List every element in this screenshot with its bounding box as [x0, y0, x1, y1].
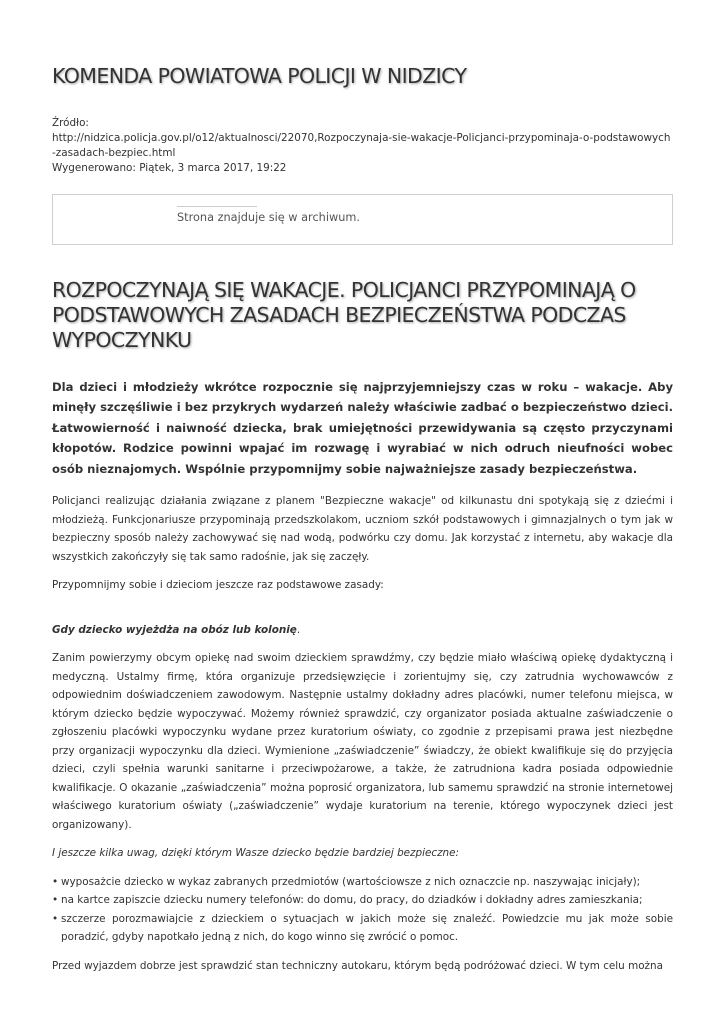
paragraph-3: Zanim powierzymy obcym opiekę nad swoim dzieckiem sprawdźmy, czy będzie miało właściwą opiekę dydaktyczną i medyczną. Ustalmy firmę, która organizuje przedsięwzięcie i zorientujmy się, czy zatrudnia wychowawców z odpowiednim doświadczeniem zawodowym. Następnie ustalmy dokładny adres placówki, numer telefonu miejsca, w którym dziecko będzie wypoczywać. Możemy również sprawdzić, czy organizator posiada aktualne zaświadczenie o zgłoszeniu placówki wypoczynku wydane przez kuratorium oświaty, co zgodnie z przepisami prawa jest niezbędne przy organizacji wypoczynku dla dzieci. Wymienione „zaświadczenie” świadczy, że obiekt kwalifikuje się do przyjęcia dzieci, czyli spełnia warunki sanitarne i przeciwpożarowe, a także, że zatrudniona kadra posiada odpowiednie kwalifikacje. O okazanie „zaświadczenia” można poprosić organizatora, lub samemu sprawdzić na stronie internetowej właściwego kuratorium oświaty („zaświadczenie” wydaje kuratorium na terenie, którego wypoczynek dzieci jest organizowany). [52, 652, 673, 831]
italic-intro-text: I jeszcze kilka uwag, dzięki którym Wasze dziecko będzie bardziej bezpieczne: [52, 847, 460, 859]
site-title: KOMENDA POWIATOWA POLICJI W NIDZICY [52, 64, 467, 88]
source-url: http://nidzica.policja.gov.pl/o12/aktualnosci/22070,Rozpoczynaja-sie-wakacje-Policjanci-przypominaja-o-podstawowych-zasadach-bezpiec.html [52, 132, 671, 159]
section-heading-line [52, 621, 673, 640]
italic-intro [52, 844, 673, 863]
list-item: • szczerze porozmawiajcie z dzieckiem o sytuacjach w jakich może się znaleźć. Powiedzcie mu jak może sobie poradzić, gdyby napotkało jedną z nich, do kogo winno się zwrócić o pomoc. [52, 910, 673, 947]
safety-tips-list [52, 873, 673, 947]
source-metadata [52, 116, 673, 176]
paragraph-4: Przed wyjazdem dobrze jest sprawdzić stan techniczny autokaru, którym będą podróżować dzieci. W tym celu można [52, 959, 663, 972]
section-heading: Gdy dziecko wyjeżdża na obóz lub kolonię [52, 623, 297, 636]
list-item: • na kartce zapiszcie dziecku numery telefonów: do domu, do pracy, do dziadków i dokładny adres zamieszkania; [52, 891, 673, 910]
article-lead: Dla dzieci i młodzieży wkrótce rozpocznie się najprzyjemniejszy czas w roku – wakacje. Aby minęły szczęśliwie i bez przykrych wydarzeń należy właściwie zadbać o bezpieczeństwo dzieci. Łatwowierność i naiwność dziecka, brak umiejętności przewidywania są często przyczynami kłopotów. Rodzice powinni wpajać im rozwagę i wyrabiać w nich odruch nieufności wobec osób nieznajomych. Wspólnie przypomnijmy sobie najważniejsze zasady bezpieczeństwa. [52, 380, 673, 476]
generated-date: Wygenerowano: Piątek, 3 marca 2017, 19:22 [52, 162, 287, 174]
paragraph-1: Policjanci realizując działania związane z planem "Bezpieczne wakacje" od kilkunastu dni spotykają się z dziećmi i młodzieżą. Funkcjonariusze przypominają przedszkolakom, uczniom szkół podstawowych i gimnazjalnych o tym jak w bezpieczny sposób należy zachowywać się nad wodą, podwórku czy domu. Jak korzystać z internetu, aby wakacje dla wszystkich zakończyły się tak samo radośnie, jak się zaczęły. [52, 495, 673, 563]
archive-notice-text: Strona znajduje się w archiwum. [177, 211, 360, 224]
archive-notice-divider [177, 206, 257, 207]
section-heading-suffix: . [296, 623, 301, 636]
article-body [52, 492, 673, 985]
source-label: Źródło: [52, 117, 89, 129]
paragraph-2: Przypomnijmy sobie i dzieciom jeszcze raz podstawowe zasady: [52, 579, 384, 591]
list-item: • wyposażcie dziecko w wykaz zabranych przedmiotów (wartościowsze z nich oznaczcie np. naszywając inicjały); [52, 873, 673, 892]
article-title: ROZPOCZYNAJĄ SIĘ WAKACJE. POLICJANCI PRZYPOMINAJĄ O PODSTAWOWYCH ZASADACH BEZPIECZEŃSTWA PODCZAS WYPOCZYNKU [52, 278, 636, 352]
archive-notice-box [52, 194, 673, 245]
